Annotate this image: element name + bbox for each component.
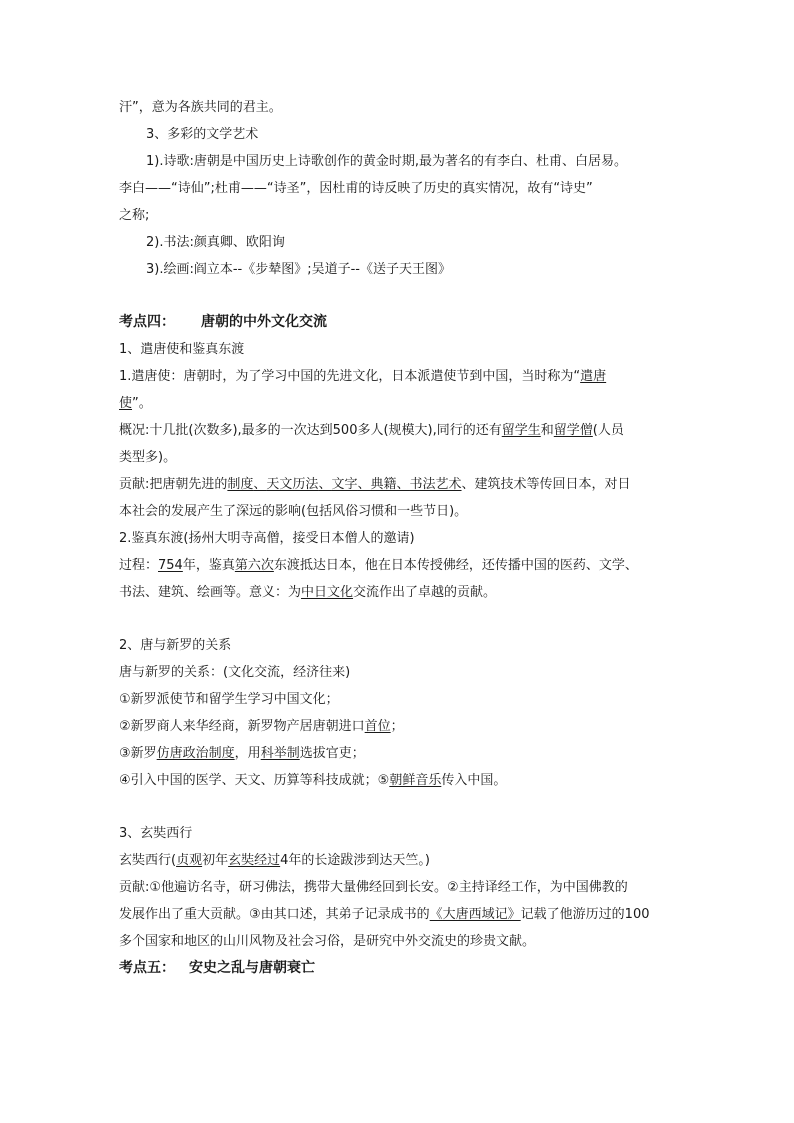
underlined-term: 留学生 — [501, 423, 541, 438]
text-span: 书法、建筑、绘画等。意义：为 — [119, 585, 302, 600]
text-line: 1).诗歌:唐朝是中国历史上诗歌创作的黄金时期,最为著名的有李白、杜甫、白居易。 — [146, 154, 627, 169]
list-item — [119, 740, 679, 767]
subsection-title: 2.鉴真东渡(扬州大明寺高僧，接受日本僧人的邀请) — [119, 531, 415, 546]
underlined-term: 书法艺术 — [409, 477, 462, 492]
text-line — [119, 579, 679, 606]
text-line: 汗”，意为各族共同的君主。 — [119, 100, 282, 115]
text-span: 选拔官吏； — [299, 746, 365, 761]
underlined-term: 、 — [318, 477, 332, 492]
text-line: 唐与新罗的关系：(文化交流，经济往来) — [119, 665, 351, 680]
text-line — [119, 417, 679, 444]
text-span: ”。 — [132, 396, 152, 411]
underlined-term: 使 — [119, 396, 133, 411]
text-line: 多个国家和地区的山川风物及社会习俗，是研究中外交流史的珍贵文献。 — [119, 934, 536, 949]
underlined-term: 仿唐政治制度 — [156, 746, 235, 761]
heading-label: 考点五： — [119, 960, 175, 976]
underlined-term: 遣唐 — [580, 369, 607, 384]
text-span: 贡献:把唐朝先进的 — [119, 477, 228, 492]
heading-label: 考点四： — [119, 314, 175, 330]
text-span: 记载了他游历过的100 — [520, 907, 650, 922]
heading-title: 安史之乱与唐朝衰亡 — [189, 960, 315, 976]
spacer — [119, 606, 679, 632]
text-line: 类型多)。 — [119, 450, 177, 465]
text-span: 交流作出了卓越的贡献。 — [353, 585, 497, 600]
text-span: 玄奘西行( — [119, 853, 177, 868]
section-heading-kaodian5 — [119, 955, 679, 982]
text-span: 和 — [540, 423, 554, 438]
underlined-term: 、 — [396, 477, 410, 492]
text-span: ④引入中国的医学、天文、历算等科技成就；⑤ — [119, 773, 390, 788]
underlined-term: 文字 — [331, 477, 358, 492]
text-span: 初年 — [202, 853, 229, 868]
underlined-term: 典籍 — [370, 477, 397, 492]
text-span: (人员 — [592, 423, 624, 438]
text-line: 李白——“诗仙”;杜甫——“诗圣”，因杜甫的诗反映了历史的真实情况，故有“诗史” — [119, 181, 593, 196]
underlined-term: 、 — [253, 477, 267, 492]
text-span: 发展作出了重大贡献。③由其口述，其弟子记录成书的 — [119, 907, 430, 922]
list-item — [119, 767, 679, 794]
subsection-title: 1、遣唐使和鉴真东渡 — [119, 342, 245, 357]
underlined-term: 贞观 — [176, 853, 203, 868]
text-line: 本社会的发展产生了深远的影响(包括风俗习惯和一些节日)。 — [119, 504, 468, 519]
text-span: ②新罗商人来华经商，新罗物产居唐朝进口 — [119, 719, 365, 734]
underlined-term: 中日文化 — [301, 585, 354, 600]
text-line: 2).书法:颜真卿、欧阳询 — [146, 235, 285, 250]
underlined-term: 首位 — [364, 719, 391, 734]
text-span: 年，鉴真 — [182, 558, 235, 573]
text-line: 之称; — [119, 208, 150, 223]
section-heading-kaodian4 — [119, 309, 679, 336]
text-line: 3).绘画:阎立本--《步辇图》;吴道子--《送子天王图》 — [146, 262, 451, 277]
underlined-term: 第六次 — [234, 558, 274, 573]
text-span: ； — [390, 719, 404, 734]
list-item — [119, 713, 679, 740]
text-span: 概况:十几批(次数多),最多的一次达到500多人(规模大),同行的还有 — [119, 423, 502, 438]
list-item: ①新罗派使节和留学生学习中国文化； — [119, 692, 339, 707]
underlined-term: 《大唐西域记》 — [429, 907, 521, 922]
text-line — [119, 390, 679, 417]
text-line — [119, 471, 679, 498]
underlined-term: 科举制 — [260, 746, 300, 761]
underlined-term: 留学僧 — [553, 423, 593, 438]
spacer — [119, 794, 679, 820]
text-span: 1.遣唐使：唐朝时，为了学习中国的先进文化，日本派遣使节到中国，当时称为“ — [119, 369, 581, 384]
text-line: 贡献:①他遍访名寺，研习佛法，携带大量佛经回到长安。②主持译经工作，为中国佛教的 — [119, 880, 628, 895]
subsection-title: 2、唐与新罗的关系 — [119, 638, 232, 653]
underlined-term: 、 — [357, 477, 371, 492]
text-span: 传入中国。 — [441, 773, 507, 788]
subsection-title: 3、玄奘西行 — [119, 826, 193, 841]
text-span: 过程： — [119, 558, 159, 573]
text-line — [119, 901, 679, 928]
subsection-title: 3、多彩的文学艺术 — [146, 127, 259, 142]
text-line — [119, 552, 679, 579]
text-span: ③新罗 — [119, 746, 157, 761]
underlined-term: 朝鲜音乐 — [389, 773, 442, 788]
underlined-term: 天文历法 — [266, 477, 319, 492]
text-span: 4年的长途跋涉到达天竺。) — [280, 853, 430, 868]
text-line — [119, 847, 679, 874]
spacer — [119, 283, 679, 309]
text-span: 、建筑技术等传回日本，对日 — [461, 477, 631, 492]
underlined-term: 754 — [158, 558, 183, 573]
heading-title: 唐朝的中外文化交流 — [201, 314, 327, 330]
text-span: 东渡抵达日本，他在日本传授佛经，还传播中国的医药、文学、 — [273, 558, 638, 573]
document-page — [119, 94, 679, 982]
underlined-term: 制度 — [227, 477, 254, 492]
underlined-term: 玄奘经过 — [228, 853, 281, 868]
text-line — [119, 363, 679, 390]
text-span: ，用 — [234, 746, 261, 761]
